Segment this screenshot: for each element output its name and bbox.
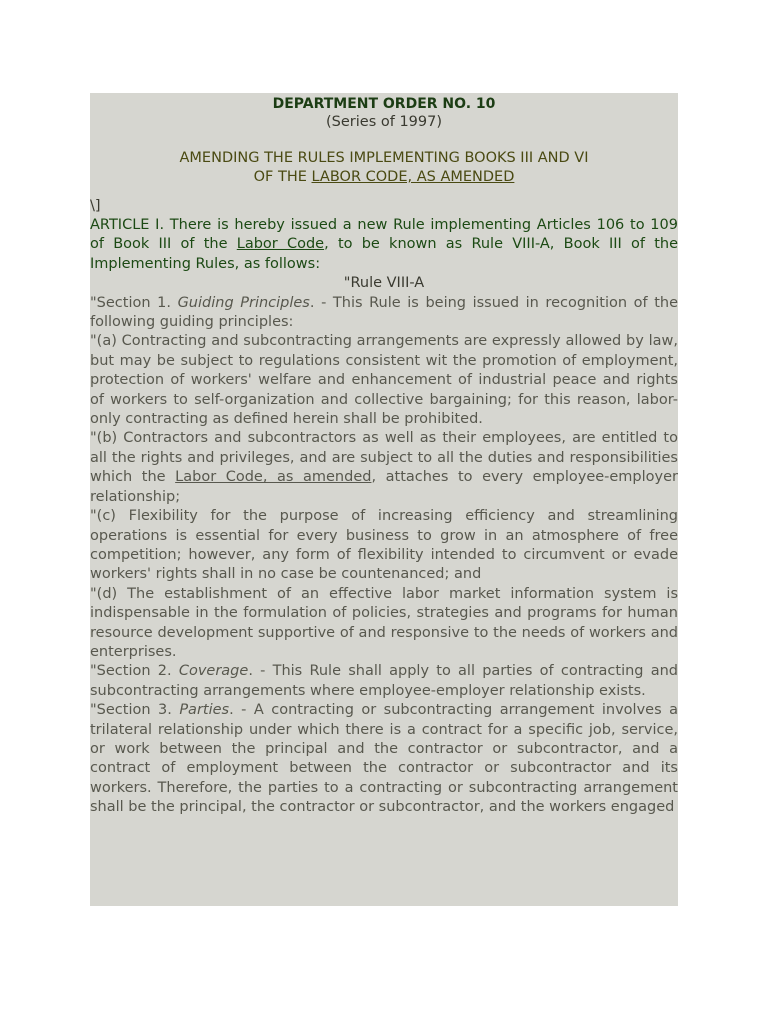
section-1-prefix: "Section 1. — [90, 294, 178, 311]
document-page — [90, 93, 678, 906]
principle-b-before: "(b) Contractors and subcontractors as well as their employees, are entitled to all the rights and privileges, and are subject to all the duties and responsibilities which the — [90, 430, 678, 486]
document-title: DEPARTMENT ORDER NO. 10 — [272, 96, 496, 112]
labor-code-amended-link[interactable]: Labor Code, as amended — [175, 469, 372, 486]
labor-code-heading-link[interactable]: LABOR CODE, AS AMENDED — [311, 169, 515, 185]
section-2-prefix: "Section 2. — [90, 663, 179, 680]
section-1-text: . - This Rule is being issued in recognition of the following guiding principles: — [90, 294, 678, 331]
stray-mark: \] — [90, 198, 101, 214]
section-3-text: . - A contracting or subcontracting arrangement involves a trilateral relationship under which there is a contract for a specific job, service, or work between the principal and the contractor or subcontractor, and a contract of employment between the contractor or subcontractor and its workers. Therefore, the parties to a contracting or subcontracting arrangement shall be the principal, the contractor or subcontractor, and the workers engaged — [90, 702, 678, 816]
section-3-prefix: "Section 3. — [90, 702, 180, 719]
section-1 — [90, 294, 678, 333]
principle-b — [90, 429, 678, 507]
section-3 — [90, 701, 678, 817]
heading-line-1: AMENDING THE RULES IMPLEMENTING BOOKS III AND VI — [179, 150, 589, 166]
document-series: (Series of 1997) — [326, 114, 442, 130]
article-paragraph — [90, 216, 678, 274]
document-body — [90, 216, 678, 818]
article-text-after: , to be known as Rule VIII-A, Book III of the Implementing Rules, as follows: — [90, 236, 678, 272]
article-text-before: ARTICLE I. There is hereby issued a new Rule implementing Articles 106 to 109 of Book III of the — [90, 217, 678, 253]
rule-title: "Rule VIII-A — [343, 275, 425, 292]
principle-b-after: , attaches to every employee-employer relationship; — [90, 469, 678, 505]
principle-a: "(a) Contracting and subcontracting arrangements are expressly allowed by law, but may be subject to regulations consistent wit the promotion of employment, protection of workers' welfare and enhancement of industrial peace and rights of workers to self-organization and collective bargaining; for this reason, labor-only contracting as defined herein shall be prohibited. — [90, 333, 678, 428]
section-2-text: . - This Rule shall apply to all parties of contracting and subcontracting arrangements where employee-employer relationship exists. — [90, 663, 678, 699]
heading-line-2-prefix: OF THE — [253, 169, 312, 185]
section-2-name: Coverage — [178, 663, 249, 680]
section-2 — [90, 662, 678, 701]
section-1-name: Guiding Principles — [177, 294, 310, 311]
section-3-name: Parties — [179, 702, 230, 719]
document-heading — [90, 149, 678, 187]
principle-c: "(c) Flexibility for the purpose of increasing efficiency and streamlining operations is essential for every business to grow in an atmosphere of free competition; however, any form of flexibility intended to circumvent or evade workers' rights shall in no case be countenanced; and — [90, 508, 678, 583]
principle-d: "(d) The establishment of an effective labor market information system is indispensable in the formulation of policies, strategies and programs for human resource development supportive of and responsive to the needs of workers and enterprises. — [90, 585, 678, 660]
heading-line-2 — [90, 168, 678, 187]
labor-code-link[interactable]: Labor Code — [236, 236, 325, 253]
